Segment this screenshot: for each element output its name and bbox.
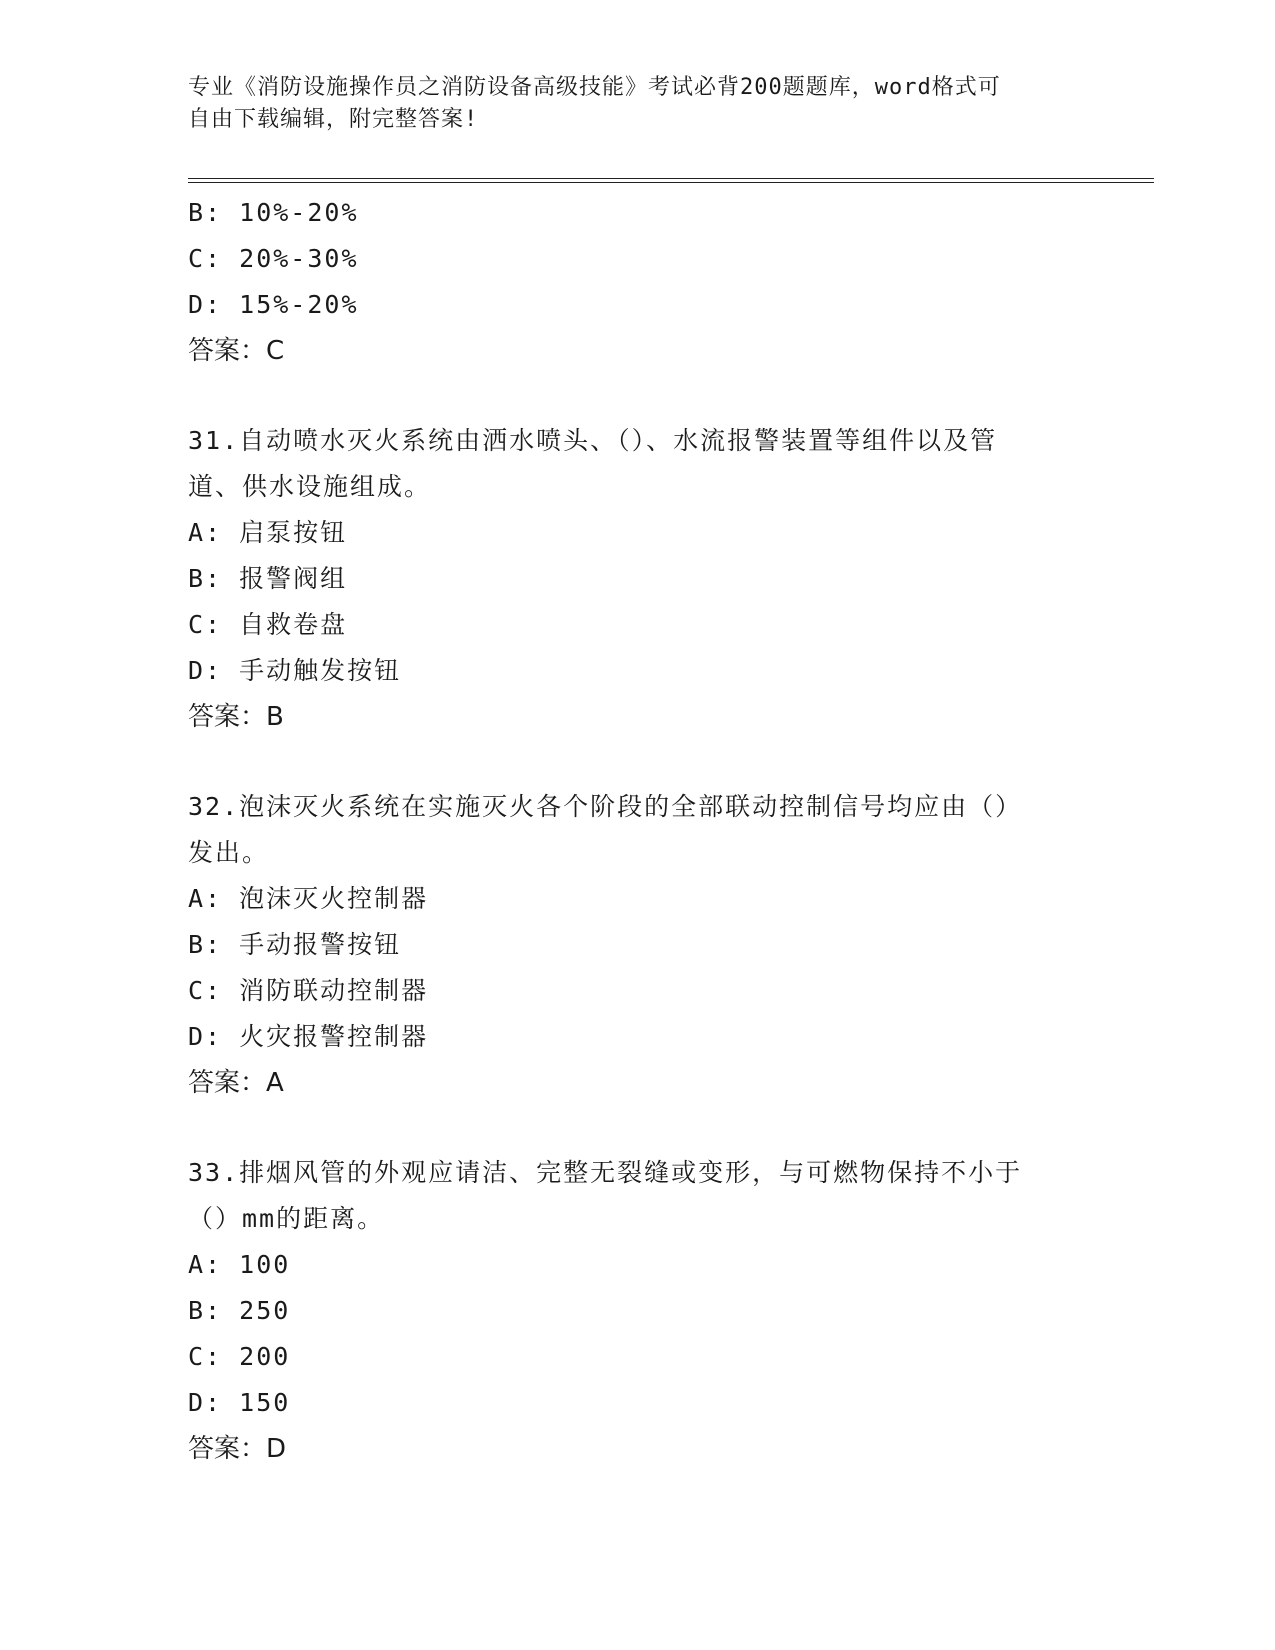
option-d: D: 手动触发按钮 [188, 656, 402, 685]
option-a: A: 启泵按钮 [188, 518, 348, 547]
option-b: B: 250 [188, 1296, 291, 1325]
header-line-2: 自由下载编辑，附完整答案! [188, 107, 479, 132]
option-d: D: 150 [188, 1388, 291, 1417]
question-33 [188, 1150, 1088, 1472]
option-b: B: 手动报警按钮 [188, 930, 402, 959]
document-header [188, 72, 1068, 136]
question-stem-line-2: （）mm的距离。 [188, 1204, 385, 1233]
answer-line: 答案：A [188, 1068, 284, 1098]
answer-line: 答案：D [188, 1434, 287, 1464]
question-32 [188, 784, 1088, 1106]
question-30-tail [188, 190, 1088, 374]
question-stem-line-2: 道、供水设施组成。 [188, 472, 432, 501]
option-d: D: 火灾报警控制器 [188, 1022, 429, 1051]
option-c: C: 自救卷盘 [188, 610, 348, 639]
option-b: B: 报警阀组 [188, 564, 348, 593]
header-divider [188, 178, 1154, 183]
option-d: D: 15%-20% [188, 290, 359, 319]
question-list [188, 190, 1088, 1472]
question-stem-line-1: 33.排烟风管的外观应请洁、完整无裂缝或变形，与可燃物保持不小于 [188, 1158, 1023, 1187]
option-c: C: 20%-30% [188, 244, 359, 273]
header-line-1: 专业《消防设施操作员之消防设备高级技能》考试必背200题题库，word格式可 [188, 75, 1001, 100]
question-stem-line-1: 32.泡沫灭火系统在实施灭火各个阶段的全部联动控制信号均应由（） [188, 792, 1023, 821]
option-c: C: 消防联动控制器 [188, 976, 429, 1005]
question-stem-line-2: 发出。 [188, 838, 270, 867]
option-b: B: 10%-20% [188, 198, 359, 227]
answer-line: 答案：B [188, 702, 284, 732]
divider-line-bottom [188, 182, 1154, 183]
option-a: A: 泡沫灭火控制器 [188, 884, 429, 913]
question-stem-line-1: 31.自动喷水灭火系统由洒水喷头、（）、水流报警装置等组件以及管 [188, 426, 998, 455]
answer-line: 答案：C [188, 336, 285, 366]
divider-line-top [188, 178, 1154, 179]
option-c: C: 200 [188, 1342, 291, 1371]
option-a: A: 100 [188, 1250, 291, 1279]
question-31 [188, 418, 1088, 740]
